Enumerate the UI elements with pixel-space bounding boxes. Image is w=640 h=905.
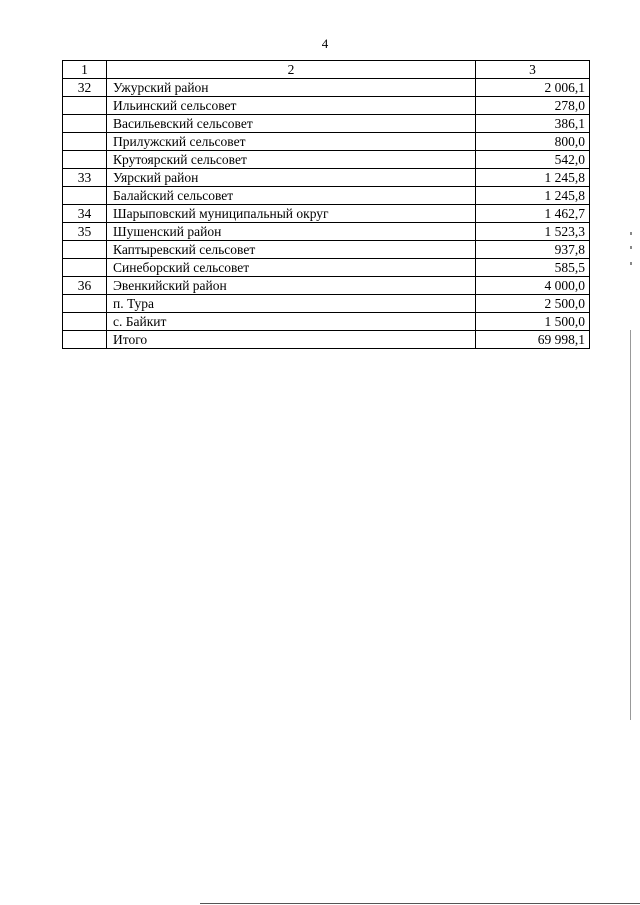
row-number — [63, 295, 107, 313]
scan-mark-artifact — [630, 262, 632, 265]
row-number — [63, 331, 107, 349]
row-number — [63, 151, 107, 169]
data-table — [62, 60, 590, 349]
table-row — [63, 133, 590, 151]
row-name: Васильевский сельсовет — [107, 115, 476, 133]
table-row — [63, 115, 590, 133]
row-value: 585,5 — [476, 259, 590, 277]
row-name: Эвенкийский район — [107, 277, 476, 295]
table-row — [63, 295, 590, 313]
row-number — [63, 97, 107, 115]
scan-bottom-edge-artifact — [200, 903, 640, 904]
header-col-2: 2 — [107, 61, 476, 79]
row-number — [63, 259, 107, 277]
row-name: Каптыревский сельсовет — [107, 241, 476, 259]
table-row — [63, 169, 590, 187]
row-value: 1 500,0 — [476, 313, 590, 331]
row-name: Крутоярский сельсовет — [107, 151, 476, 169]
total-value: 69 998,1 — [476, 331, 590, 349]
row-name: Балайский сельсовет — [107, 187, 476, 205]
row-name: Ужурский район — [107, 79, 476, 97]
row-value: 278,0 — [476, 97, 590, 115]
row-name: Синеборский сельсовет — [107, 259, 476, 277]
table-row — [63, 277, 590, 295]
row-number: 34 — [63, 205, 107, 223]
row-number — [63, 115, 107, 133]
table-header-row — [63, 61, 590, 79]
table-row — [63, 97, 590, 115]
row-value: 1 462,7 — [476, 205, 590, 223]
row-name: Прилужский сельсовет — [107, 133, 476, 151]
row-number — [63, 187, 107, 205]
table-row — [63, 223, 590, 241]
row-name: Шушенский район — [107, 223, 476, 241]
row-number — [63, 313, 107, 331]
table-row — [63, 241, 590, 259]
table-row — [63, 187, 590, 205]
row-number: 36 — [63, 277, 107, 295]
header-col-1: 1 — [63, 61, 107, 79]
row-number: 35 — [63, 223, 107, 241]
scan-mark-artifact — [630, 246, 632, 249]
row-number — [63, 133, 107, 151]
row-value: 800,0 — [476, 133, 590, 151]
row-name: с. Байкит — [107, 313, 476, 331]
row-value: 2 006,1 — [476, 79, 590, 97]
header-col-3: 3 — [476, 61, 590, 79]
row-value: 937,8 — [476, 241, 590, 259]
row-value: 1 523,3 — [476, 223, 590, 241]
table-row-total — [63, 331, 590, 349]
table-row — [63, 151, 590, 169]
total-label: Итого — [107, 331, 476, 349]
row-name: п. Тура — [107, 295, 476, 313]
table-row — [63, 79, 590, 97]
row-value: 2 500,0 — [476, 295, 590, 313]
row-number: 32 — [63, 79, 107, 97]
row-value: 1 245,8 — [476, 169, 590, 187]
row-name: Ильинский сельсовет — [107, 97, 476, 115]
row-value: 1 245,8 — [476, 187, 590, 205]
row-value: 386,1 — [476, 115, 590, 133]
page-number: 4 — [321, 36, 329, 51]
row-number: 33 — [63, 169, 107, 187]
row-value: 4 000,0 — [476, 277, 590, 295]
table-row — [63, 259, 590, 277]
row-number — [63, 241, 107, 259]
row-name: Уярский район — [107, 169, 476, 187]
table-row — [63, 205, 590, 223]
row-value: 542,0 — [476, 151, 590, 169]
scan-mark-artifact — [630, 232, 632, 235]
table-row — [63, 313, 590, 331]
row-name: Шарыповский муниципальный округ — [107, 205, 476, 223]
scan-edge-artifact — [630, 330, 631, 720]
